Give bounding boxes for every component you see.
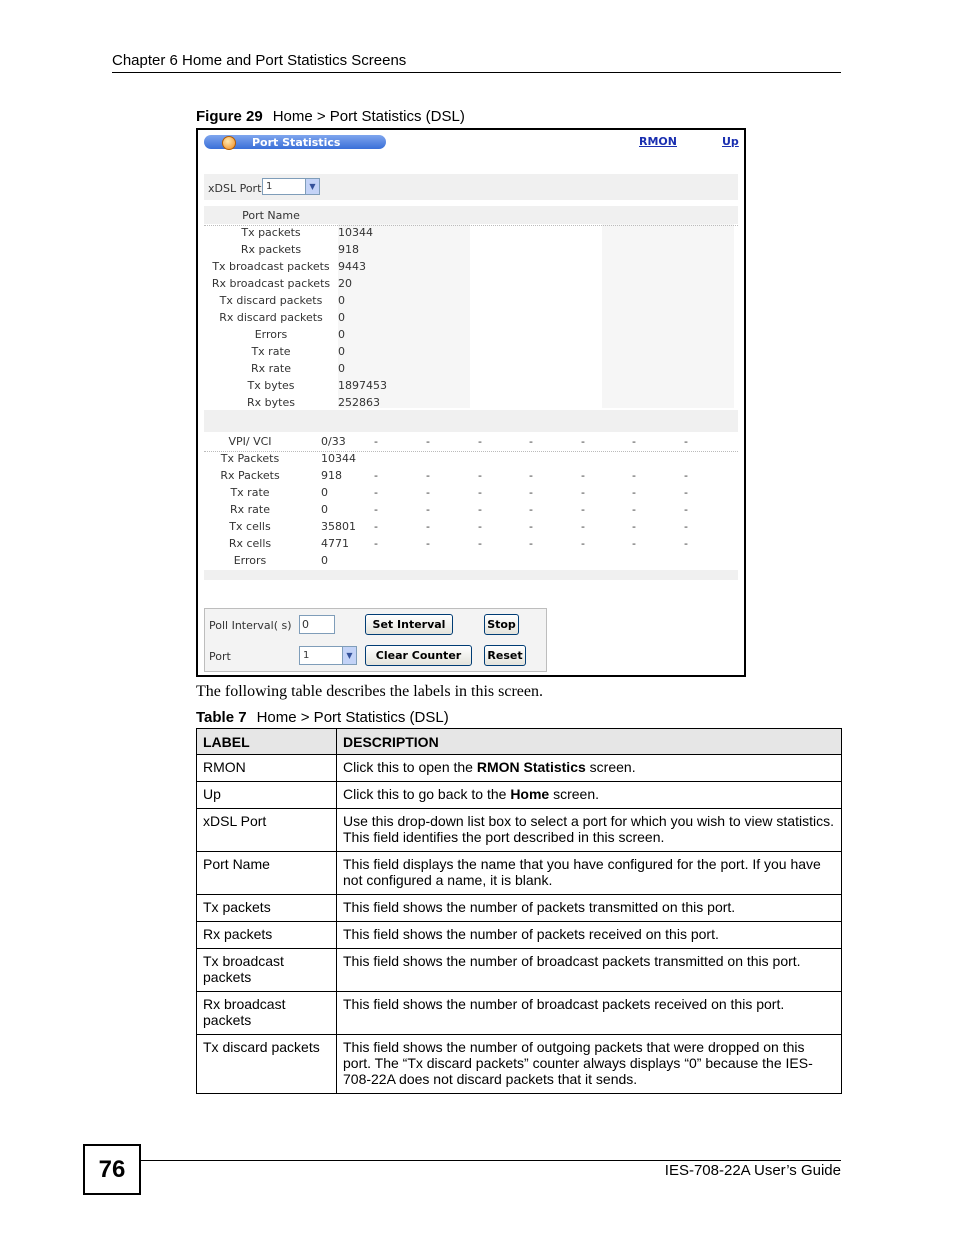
empty-vc-dash: -: [529, 469, 533, 482]
description-text: This field shows the number of packets transmitted on this port.: [343, 899, 736, 915]
description-bold-text: RMON Statistics: [476, 759, 586, 775]
empty-vc-dash: -: [426, 486, 430, 499]
row-description: [337, 992, 842, 1035]
description-text: Click this to open the: [343, 759, 477, 775]
vc-stat-value: 10344: [321, 452, 356, 465]
empty-vc-dash: -: [374, 435, 378, 448]
description-text: Use this drop-down list box to select a port for which you wish to view statistics. This field identifies the port described in this screen.: [343, 813, 834, 845]
empty-vc-dash: -: [632, 520, 636, 533]
description-text: screen.: [549, 786, 600, 802]
row-label: Rx broadcast packets: [197, 992, 337, 1035]
empty-vc-dash: -: [478, 537, 482, 550]
row-label: Up: [197, 782, 337, 809]
empty-vc-dash: -: [529, 503, 533, 516]
stat-label: Tx broadcast packets: [212, 260, 330, 273]
port-label: Port: [209, 650, 231, 663]
row-description: [337, 1035, 842, 1094]
row-description: [337, 782, 842, 809]
empty-vc-dash: -: [581, 537, 585, 550]
vc-stat-value: 4771: [321, 537, 349, 550]
description-text: This field shows the number of broadcast packets received on this port.: [343, 996, 785, 1012]
empty-vc-dash: -: [581, 435, 585, 448]
empty-vc-dash: -: [478, 486, 482, 499]
stat-label: Tx rate: [251, 345, 291, 358]
empty-vc-dash: -: [632, 503, 636, 516]
header-rule: [112, 72, 841, 73]
row-label: Tx discard packets: [197, 1035, 337, 1094]
stat-value: 252863: [338, 396, 380, 409]
table-row: [197, 852, 842, 895]
row-label: Port Name: [197, 852, 337, 895]
poll-interval-input[interactable]: 0: [299, 615, 335, 634]
empty-vc-dash: -: [374, 503, 378, 516]
stat-label: Errors: [254, 328, 288, 341]
vc-stat-label: VPI/ VCI: [228, 435, 272, 448]
empty-vc-dash: -: [581, 503, 585, 516]
empty-vc-dash: -: [684, 435, 688, 448]
empty-vc-dash: -: [529, 486, 533, 499]
table-label: Table 7: [196, 709, 247, 726]
empty-vc-dash: -: [478, 503, 482, 516]
figure-caption: [196, 108, 465, 125]
description-bold-text: Home: [510, 786, 550, 802]
chevron-down-icon: ▼: [305, 179, 319, 194]
row-label: Tx packets: [197, 895, 337, 922]
empty-vc-dash: -: [684, 469, 688, 482]
table-row: [197, 782, 842, 809]
vc-stat-value: 0/33: [321, 435, 346, 448]
table-header-row: [197, 729, 842, 755]
description-text: This field shows the number of packets received on this port.: [343, 926, 719, 942]
vc-stat-label: Rx rate: [230, 503, 270, 516]
table-caption: [196, 709, 449, 726]
row-label: xDSL Port: [197, 809, 337, 852]
vc-stat-value: 0: [321, 503, 328, 516]
row-description: [337, 895, 842, 922]
port-value: 1: [303, 650, 310, 661]
value-col-shade-2: [602, 224, 734, 408]
section-end-band: [204, 570, 738, 580]
poll-interval-label: Poll Interval( s): [209, 619, 292, 632]
table-row: [197, 949, 842, 992]
vc-stat-label: Tx rate: [230, 486, 270, 499]
empty-vc-dash: -: [374, 537, 378, 550]
clear-counter-button[interactable]: Clear Counter: [365, 645, 472, 666]
table-row: [197, 809, 842, 852]
stat-value: 0: [338, 362, 345, 375]
empty-vc-dash: -: [426, 520, 430, 533]
stat-value: 1897453: [338, 379, 387, 392]
empty-vc-dash: -: [581, 486, 585, 499]
up-link[interactable]: Up: [722, 135, 739, 148]
xdsl-port-select[interactable]: [262, 178, 320, 195]
port-select[interactable]: [299, 646, 357, 665]
description-text: screen.: [585, 759, 636, 775]
row-label: RMON: [197, 755, 337, 782]
guide-title: IES-708-22A User’s Guide: [664, 1162, 841, 1179]
empty-vc-dash: -: [478, 435, 482, 448]
empty-vc-dash: -: [632, 537, 636, 550]
stat-value: 10344: [338, 226, 373, 239]
vc-stat-value: 0: [321, 554, 328, 567]
stat-label: Rx discard packets: [219, 311, 323, 324]
stat-value: 0: [338, 345, 345, 358]
header-description: DESCRIPTION: [337, 729, 842, 755]
empty-vc-dash: -: [684, 503, 688, 516]
vc-stat-value: 35801: [321, 520, 356, 533]
stat-label: Tx discard packets: [219, 294, 323, 307]
empty-vc-dash: -: [581, 469, 585, 482]
empty-vc-dash: -: [529, 537, 533, 550]
vc-stat-value: 0: [321, 486, 328, 499]
empty-vc-dash: -: [632, 469, 636, 482]
reset-button[interactable]: Reset: [484, 645, 526, 666]
stop-button[interactable]: Stop: [484, 614, 519, 635]
chevron-down-icon: ▼: [342, 647, 356, 664]
vc-stat-value: 918: [321, 469, 342, 482]
page-number: 76: [83, 1144, 141, 1195]
stat-value: 9443: [338, 260, 366, 273]
intro-text: The following table describes the labels in this screen.: [196, 683, 544, 700]
empty-vc-dash: -: [478, 469, 482, 482]
row-description: [337, 809, 842, 852]
footer-rule: [141, 1160, 841, 1161]
header-label: LABEL: [197, 729, 337, 755]
vc-stat-label: Rx cells: [228, 537, 272, 550]
empty-vc-dash: -: [684, 486, 688, 499]
vc-stat-label: Errors: [233, 554, 267, 567]
empty-vc-dash: -: [374, 469, 378, 482]
row-description: [337, 949, 842, 992]
empty-vc-dash: -: [581, 520, 585, 533]
row-description: [337, 922, 842, 949]
empty-vc-dash: -: [426, 537, 430, 550]
table-row: [197, 1035, 842, 1094]
empty-vc-dash: -: [426, 435, 430, 448]
port-statistics-screenshot: [196, 128, 746, 677]
stat-value: 0: [338, 311, 345, 324]
row-label: Rx packets: [197, 922, 337, 949]
row-description: [337, 852, 842, 895]
section-divider-band: [204, 410, 738, 432]
stat-value: 20: [338, 277, 352, 290]
control-panel: [204, 608, 547, 672]
table-row: [197, 922, 842, 949]
empty-vc-dash: -: [478, 520, 482, 533]
description-text: This field displays the name that you have configured for the port. If you have not configured a name, it is blank.: [343, 856, 821, 888]
empty-vc-dash: -: [684, 520, 688, 533]
figure-label: Figure 29: [196, 108, 263, 125]
globe-icon: [222, 136, 236, 150]
screen-title: Port Statistics: [252, 136, 341, 149]
description-text: This field shows the number of outgoing packets that were dropped on this port. The “Tx discard packets” counter always displays “0” because the IES-708-22A does not discard packets that it sends.: [343, 1039, 813, 1087]
xdsl-port-label: xDSL Port: [208, 182, 262, 195]
empty-vc-dash: -: [426, 503, 430, 516]
empty-vc-dash: -: [632, 435, 636, 448]
empty-vc-dash: -: [632, 486, 636, 499]
description-text: Click this to go back to the: [343, 786, 511, 802]
figure-title: Home > Port Statistics (DSL): [272, 108, 465, 125]
table-row: [197, 992, 842, 1035]
stat-value: 0: [338, 328, 345, 341]
stat-label: Rx rate: [251, 362, 291, 375]
screen-title-bar: [204, 135, 386, 149]
empty-vc-dash: -: [426, 469, 430, 482]
vc-stat-label: Rx Packets: [220, 469, 280, 482]
xdsl-port-value: 1: [266, 181, 273, 192]
stat-label: Tx packets: [241, 226, 301, 239]
description-table: [196, 728, 842, 1094]
chapter-header: Chapter 6 Home and Port Statistics Screens: [112, 52, 407, 69]
empty-vc-dash: -: [529, 520, 533, 533]
empty-vc-dash: -: [374, 486, 378, 499]
row-description: [337, 755, 842, 782]
stat-label: Rx broadcast packets: [211, 277, 331, 290]
empty-vc-dash: -: [374, 520, 378, 533]
stat-value: 918: [338, 243, 359, 256]
vc-stat-label: Tx Packets: [220, 452, 280, 465]
row-label: Tx broadcast packets: [197, 949, 337, 992]
empty-vc-dash: -: [529, 435, 533, 448]
rmon-link[interactable]: RMON: [639, 135, 677, 148]
stat-label: Tx bytes: [247, 379, 295, 392]
stat-label: Rx packets: [240, 243, 302, 256]
empty-vc-dash: -: [684, 537, 688, 550]
stat-label: Port Name: [242, 209, 300, 222]
stat-label: Rx bytes: [247, 396, 295, 409]
stat-value: 0: [338, 294, 345, 307]
table-row: [197, 755, 842, 782]
set-interval-button[interactable]: Set Interval: [365, 614, 453, 635]
description-text: This field shows the number of broadcast packets transmitted on this port.: [343, 953, 801, 969]
table-row: [197, 895, 842, 922]
vc-stat-label: Tx cells: [229, 520, 271, 533]
table-title: Home > Port Statistics (DSL): [256, 709, 449, 726]
